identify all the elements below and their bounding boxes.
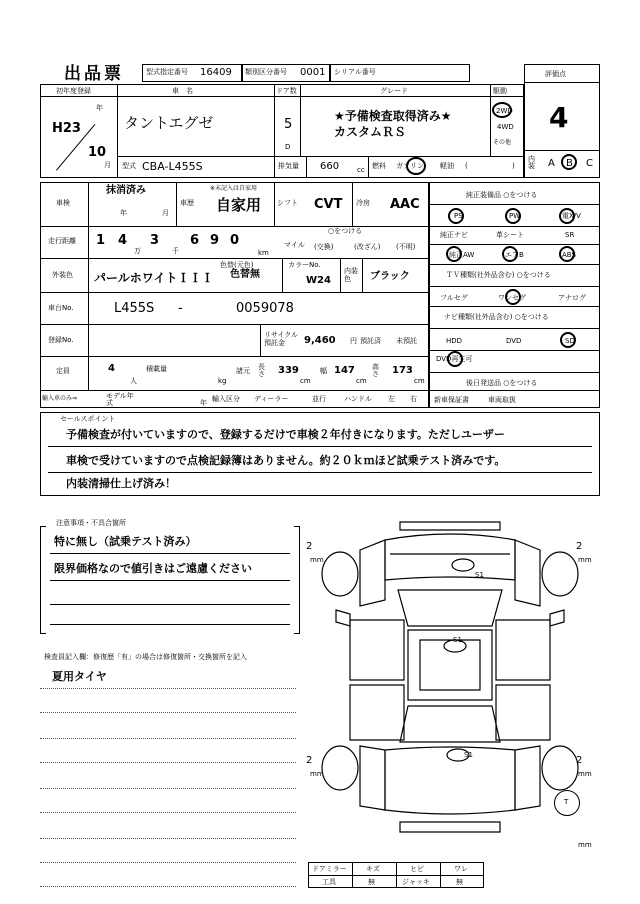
navi-dvd: DVD bbox=[506, 337, 522, 345]
tbl-crack: ヒビ bbox=[410, 865, 424, 873]
later-warranty: 新車保証書 bbox=[434, 396, 469, 404]
recycle-value: 9,460 bbox=[304, 335, 336, 346]
type-no-value: 16409 bbox=[200, 67, 232, 78]
capacity-unit: 人 bbox=[130, 377, 137, 385]
color-code: W24 bbox=[306, 275, 331, 286]
car-name-label: 車 名 bbox=[172, 87, 193, 95]
tire-rr-depth: 2 bbox=[576, 755, 583, 766]
sales-line2: 車検で受けていますので点検記録簿はありません。約２０ｋｍほど試乗テスト済みです。 bbox=[66, 454, 506, 467]
mileage-d1: 1 bbox=[96, 233, 106, 248]
width-label: 幅 bbox=[320, 367, 327, 375]
shift-value: CVT bbox=[314, 197, 343, 212]
equip-ps: PS bbox=[454, 212, 463, 220]
equip-ps-circle bbox=[448, 208, 464, 224]
drive-4wd: 4WD bbox=[497, 123, 514, 131]
regno-label: 登録No. bbox=[48, 336, 74, 344]
damage-mark-3: S1 bbox=[464, 751, 473, 759]
door-sub: D bbox=[285, 143, 291, 151]
cc-value: 660 bbox=[320, 161, 340, 172]
mileage-unknown: (不明) bbox=[396, 243, 416, 251]
history-note: ※未記入は自家用 bbox=[210, 185, 258, 192]
tire-rl-mm: mm bbox=[310, 770, 324, 778]
mileage-exchange: (交換) bbox=[314, 243, 334, 251]
tire-fl-mm: mm bbox=[310, 556, 324, 564]
cc-unit: cc bbox=[357, 166, 365, 174]
tire-fr-mm: mm bbox=[578, 556, 592, 564]
grade-line2: カスタムＲＳ bbox=[334, 125, 407, 139]
sales-line1: 予備検査が付いていますので、登録するだけで車検２年付きになります。ただしユーザー bbox=[66, 428, 505, 441]
spare-mm: mm bbox=[578, 841, 592, 849]
navi-sd-circle bbox=[560, 332, 576, 348]
equip-aw-circle bbox=[446, 246, 462, 262]
inspect-year: 年 bbox=[120, 209, 127, 217]
length-label: 長さ bbox=[258, 363, 265, 378]
tbl-jack-value: 無 bbox=[456, 878, 463, 886]
equip-pw-circle bbox=[505, 208, 521, 224]
mileage-d4: 6 bbox=[190, 233, 200, 248]
notes-label: 注意事項・不具合箇所 bbox=[56, 519, 126, 527]
mileage-mile: マイル bbox=[284, 241, 305, 249]
recycle-label: リサイクル預託金 bbox=[264, 331, 299, 347]
score-value: 4 bbox=[549, 101, 569, 134]
mileage-circle-note: ○をつける bbox=[328, 227, 363, 235]
fuel-diesel: 軽油 bbox=[440, 162, 454, 170]
inspector-label: 検査員記入欄：修復歴「有」の場合は修復箇所・交換箇所を記入 bbox=[44, 653, 247, 661]
repaint-label: 色替(元色) bbox=[220, 261, 254, 269]
height-label: 高さ bbox=[372, 363, 379, 378]
tv-oneseg: ワンセグ bbox=[498, 294, 526, 302]
tv-analog: アナログ bbox=[558, 294, 586, 302]
dims-label: 諸元 bbox=[236, 367, 250, 375]
tbl-tools: 工具 bbox=[322, 878, 336, 886]
serial-label: シリアル番号 bbox=[334, 68, 376, 76]
tbl-mirror: ドアミラー bbox=[312, 865, 347, 873]
score-label: 評価点 bbox=[545, 70, 566, 78]
equip-aw: 純正AW bbox=[449, 251, 475, 259]
tire-rr-mm: mm bbox=[578, 770, 592, 778]
later-title: 後日発送品 ○をつける bbox=[466, 379, 538, 387]
fuel-paren-close: ) bbox=[512, 162, 515, 170]
cc-label: 排気量 bbox=[278, 162, 299, 170]
navi-title: ナビ種類(社外品含む) ○をつける bbox=[444, 313, 549, 321]
notes-line2: 限界価格なので値引きはご遠慮ください bbox=[54, 562, 252, 575]
interior-b-circle bbox=[561, 154, 577, 170]
equip-kv: 電X/V bbox=[562, 212, 581, 220]
tv-title: ＴＶ種類(社外品含む) ○をつける bbox=[446, 271, 551, 279]
fuel-paren-open: ( bbox=[465, 162, 468, 170]
interior-label: 内装 bbox=[528, 155, 535, 170]
detail-block bbox=[40, 182, 429, 408]
history-label: 車歴 bbox=[180, 199, 194, 207]
tv-fullseg: フルセグ bbox=[440, 294, 468, 302]
dvd-circle bbox=[447, 351, 463, 367]
width-cm: cm bbox=[356, 377, 367, 385]
equip-kv-circle bbox=[559, 208, 575, 224]
equip-abs: ABS bbox=[562, 251, 576, 259]
interior-color: ブラック bbox=[370, 271, 410, 282]
history-value: 自家用 bbox=[216, 196, 262, 214]
mileage-man: 万 bbox=[134, 247, 141, 255]
equip-pw: PW bbox=[509, 212, 521, 220]
mileage-d6: 0 bbox=[230, 233, 240, 248]
inspect-label: 車検 bbox=[56, 199, 70, 207]
page-title: 出品票 bbox=[64, 64, 124, 84]
shift-label: シフト bbox=[277, 199, 298, 207]
tire-rl-depth: 2 bbox=[306, 755, 313, 766]
import-div-label: 輸入区分 bbox=[212, 395, 240, 403]
handle-left: 左 bbox=[388, 395, 395, 403]
interior-color-label: 内装色 bbox=[344, 267, 358, 283]
mileage-d3: 3 bbox=[150, 233, 160, 248]
equip-sr: SR bbox=[565, 231, 575, 239]
mileage-altered: (改ざん) bbox=[354, 243, 381, 251]
damage-mark-1: S1 bbox=[475, 571, 484, 579]
inspect-month: 月 bbox=[162, 209, 169, 217]
navi-hdd: HDD bbox=[446, 337, 463, 345]
notes-bracket-left bbox=[40, 526, 46, 634]
mileage-label: 走行距離 bbox=[48, 237, 76, 245]
fuel-gas-circle bbox=[406, 157, 426, 175]
drive-2wd: 2WD bbox=[496, 107, 513, 115]
model-label: 型式 bbox=[122, 162, 136, 170]
mileage-d5: 9 bbox=[210, 233, 220, 248]
cat-no-label: 類別区分番号 bbox=[245, 68, 287, 76]
ac-value: AAC bbox=[390, 197, 420, 212]
tbl-tools-value: 無 bbox=[368, 878, 375, 886]
mileage-sen: 千 bbox=[172, 247, 179, 255]
handle-label: ハンドル bbox=[344, 395, 372, 403]
later-manual: 車両取扱 bbox=[488, 396, 516, 404]
door-count: 5 bbox=[284, 117, 293, 132]
color-value: パールホワイトＩＩＩ bbox=[94, 271, 214, 285]
interior-a: A bbox=[548, 158, 555, 169]
interior-c: C bbox=[586, 158, 593, 169]
load-unit: kg bbox=[218, 377, 227, 385]
door-label: ドア数 bbox=[276, 87, 297, 95]
grade-label: グレード bbox=[380, 87, 408, 95]
cat-no-value: 0001 bbox=[300, 67, 326, 78]
mileage-d2: 4 bbox=[118, 233, 128, 248]
repaint-value: 色替無 bbox=[230, 269, 260, 280]
frame-model: L455S bbox=[114, 301, 155, 316]
tbl-break: ワレ bbox=[454, 865, 468, 873]
tbl-jack: ジャッキ bbox=[402, 878, 430, 886]
tv-oneseg-circle bbox=[505, 289, 521, 305]
color-code-label: カラーNo. bbox=[288, 261, 321, 269]
reg-year-unit: 年 bbox=[96, 104, 103, 112]
fuel-label: 燃料 bbox=[372, 162, 386, 170]
frame-dash: - bbox=[178, 301, 183, 316]
equip-abs-circle bbox=[559, 246, 575, 262]
recycle-yen: 円 bbox=[350, 337, 357, 345]
tbl-scratch: キズ bbox=[366, 865, 380, 873]
equip-title: 純正装備品 ○をつける bbox=[466, 191, 538, 199]
fuel-gasoline: ガソリン bbox=[396, 162, 424, 170]
car-name: タントエグゼ bbox=[124, 114, 214, 132]
sales-line3: 内装清掃仕上げ済み！ bbox=[66, 477, 176, 490]
model-year-unit: 年 bbox=[200, 399, 207, 407]
height-value: 173 bbox=[392, 365, 413, 376]
grade-line1: ★予備検査取得済み★ bbox=[334, 109, 452, 123]
drive-label: 駆動 bbox=[493, 87, 507, 95]
handle-right: 右 bbox=[410, 395, 417, 403]
load-label: 積載量 bbox=[146, 365, 167, 373]
import-parallel: 並行 bbox=[312, 395, 326, 403]
import-label: 輸入車のみ⇒ bbox=[42, 395, 78, 402]
model-value: CBA-L455S bbox=[142, 160, 203, 173]
notes-line1: 特に無し（試乗テスト済み） bbox=[54, 535, 197, 548]
reg-month-unit: 月 bbox=[104, 161, 111, 169]
model-year-label: モデル年式 bbox=[106, 392, 134, 407]
tire-fl-depth: 2 bbox=[306, 541, 313, 552]
height-cm: cm bbox=[414, 377, 425, 385]
reg-era: H23 bbox=[52, 121, 81, 136]
dvd-playback: DVD再生可 bbox=[436, 355, 473, 363]
recycle-unpaid: 未預託 bbox=[396, 337, 417, 345]
equip-airbag: エアB bbox=[505, 251, 524, 259]
type-no-label: 型式指定番号 bbox=[146, 68, 188, 76]
color-label: 外装色 bbox=[52, 271, 73, 279]
navi-sd: SD bbox=[565, 337, 575, 345]
inspector-line1: 夏用タイヤ bbox=[52, 670, 107, 683]
spare-tire-label: T bbox=[564, 798, 569, 806]
sales-label: セールスポイント bbox=[60, 415, 116, 423]
drive-2wd-circle bbox=[492, 102, 512, 118]
reg-label: 初年度登録 bbox=[56, 87, 91, 95]
equip-leather: 革シート bbox=[496, 231, 524, 239]
equip-navi: 純正ナビ bbox=[440, 231, 468, 239]
mileage-km: km bbox=[258, 249, 269, 257]
ac-label: 冷房 bbox=[356, 199, 370, 207]
capacity-value: 4 bbox=[108, 363, 115, 374]
recycle-paid: 預託済 bbox=[360, 337, 381, 345]
interior-b: B bbox=[566, 158, 573, 169]
reg-month: 10 bbox=[88, 145, 107, 160]
frame-number: 0059078 bbox=[236, 301, 294, 316]
equip-airbag-circle bbox=[502, 246, 518, 262]
length-cm: cm bbox=[300, 377, 311, 385]
drive-other: その他 bbox=[493, 139, 512, 146]
frame-label: 車台No. bbox=[48, 304, 74, 312]
damage-mark-2: S1 bbox=[453, 636, 462, 644]
capacity-label: 定員 bbox=[56, 367, 70, 375]
import-dealer: ディーラー bbox=[254, 395, 289, 403]
width-value: 147 bbox=[334, 365, 355, 376]
tire-fr-depth: 2 bbox=[576, 541, 583, 552]
inspect-value: 抹消済み bbox=[106, 185, 146, 196]
length-value: 339 bbox=[278, 365, 299, 376]
